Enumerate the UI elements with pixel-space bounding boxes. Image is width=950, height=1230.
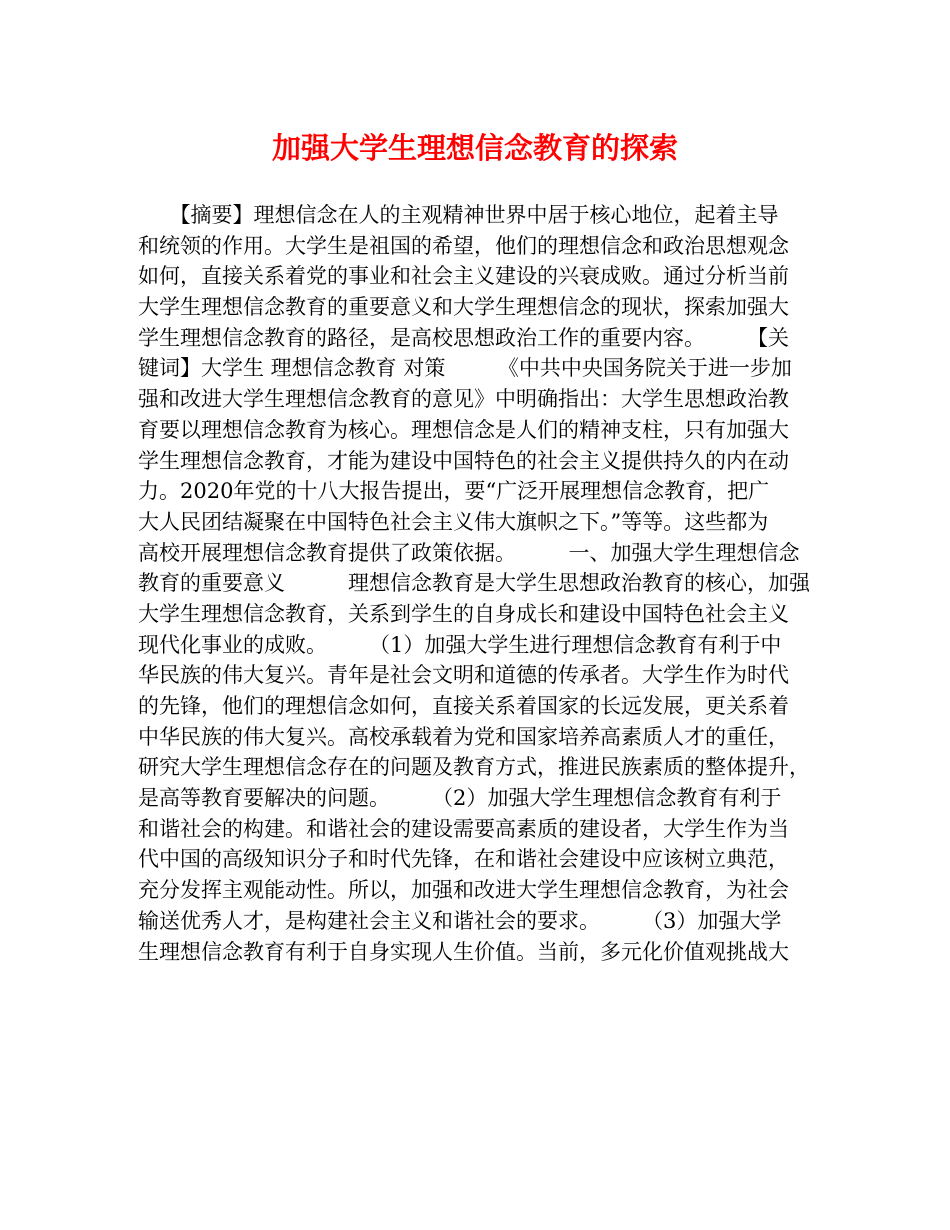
body-line: 华民族的伟大复兴。青年是社会文明和道德的传承者。大学生作为时代: [138, 663, 789, 688]
body-line: 大学生理想信念教育，关系到学生的自身成长和建设中国特色社会主义: [138, 601, 789, 626]
body-line: 【摘要】理想信念在人的主观精神世界中居于核心地位，起着主导: [138, 203, 779, 227]
body-line: 研究大学生理想信念存在的问题及教育方式，推进民族素质的整体提升，: [138, 755, 810, 780]
body-line: 学生理想信念教育的路径，是高校思想政治工作的重要内容。 【关: [138, 325, 789, 350]
body-line: 学生理想信念教育，才能为建设中国特色的社会主义提供持久的内在动: [138, 448, 789, 473]
body-line: 和谐社会的构建。和谐社会的建设需要高素质的建设者，大学生作为当: [138, 816, 789, 841]
document-body: [138, 200, 824, 967]
body-line: 键词】大学生 理想信念教育 对策 《中共中央国务院关于进一步加: [138, 356, 792, 381]
body-line: 和统领的作用。大学生是祖国的希望，他们的理想信念和政治思想观念: [138, 233, 789, 258]
body-line: 强和改进大学生理想信念教育的意见》中明确指出：大学生思想政治教: [138, 387, 789, 412]
body-line: 生理想信念教育有利于自身实现人生价值。当前，多元化价值观挑战大: [138, 939, 789, 964]
body-line: 的先锋，他们的理想信念如何，直接关系着国家的长远发展，更关系着: [138, 694, 789, 718]
body-line: 力。2020年党的十八大报告提出，要“广泛开展理想信念教育，把广: [138, 479, 770, 504]
body-line: 教育的重要意义 理想信念教育是大学生思想政治教育的核心，加强: [138, 571, 810, 596]
body-line: 如何，直接关系着党的事业和社会主义建设的兴衰成败。通过分析当前: [138, 264, 789, 289]
body-line: 育要以理想信念教育为核心。理想信念是人们的精神支柱，只有加强大: [138, 417, 789, 442]
body-line: 代中国的高级知识分子和时代先锋，在和谐社会建设中应该树立典范，: [138, 847, 789, 872]
body-line: 高校开展理想信念教育提供了政策依据。 一、加强大学生理想信念: [138, 540, 800, 565]
body-line: 输送优秀人才，是构建社会主义和谐社会的要求。 （3）加强大学: [138, 908, 782, 933]
document-title: 加强大学生理想信念教育的探索: [271, 131, 678, 165]
body-line: 中华民族的伟大复兴。高校承载着为党和国家培养高素质人才的重任，: [138, 724, 789, 749]
body-line: 大学生理想信念教育的重要意义和大学生理想信念的现状，探索加强大: [138, 295, 789, 320]
body-line: 是高等教育要解决的问题。 （2）加强大学生理想信念教育有利于: [138, 786, 782, 811]
body-line: 现代化事业的成败。 （1）加强大学生进行理想信念教育有利于中: [138, 632, 782, 657]
body-line: 大人民团结凝聚在中国特色社会主义伟大旗帜之下。”等等。这些都为: [138, 509, 769, 534]
body-line: 充分发挥主观能动性。所以，加强和改进大学生理想信念教育，为社会: [138, 878, 789, 903]
